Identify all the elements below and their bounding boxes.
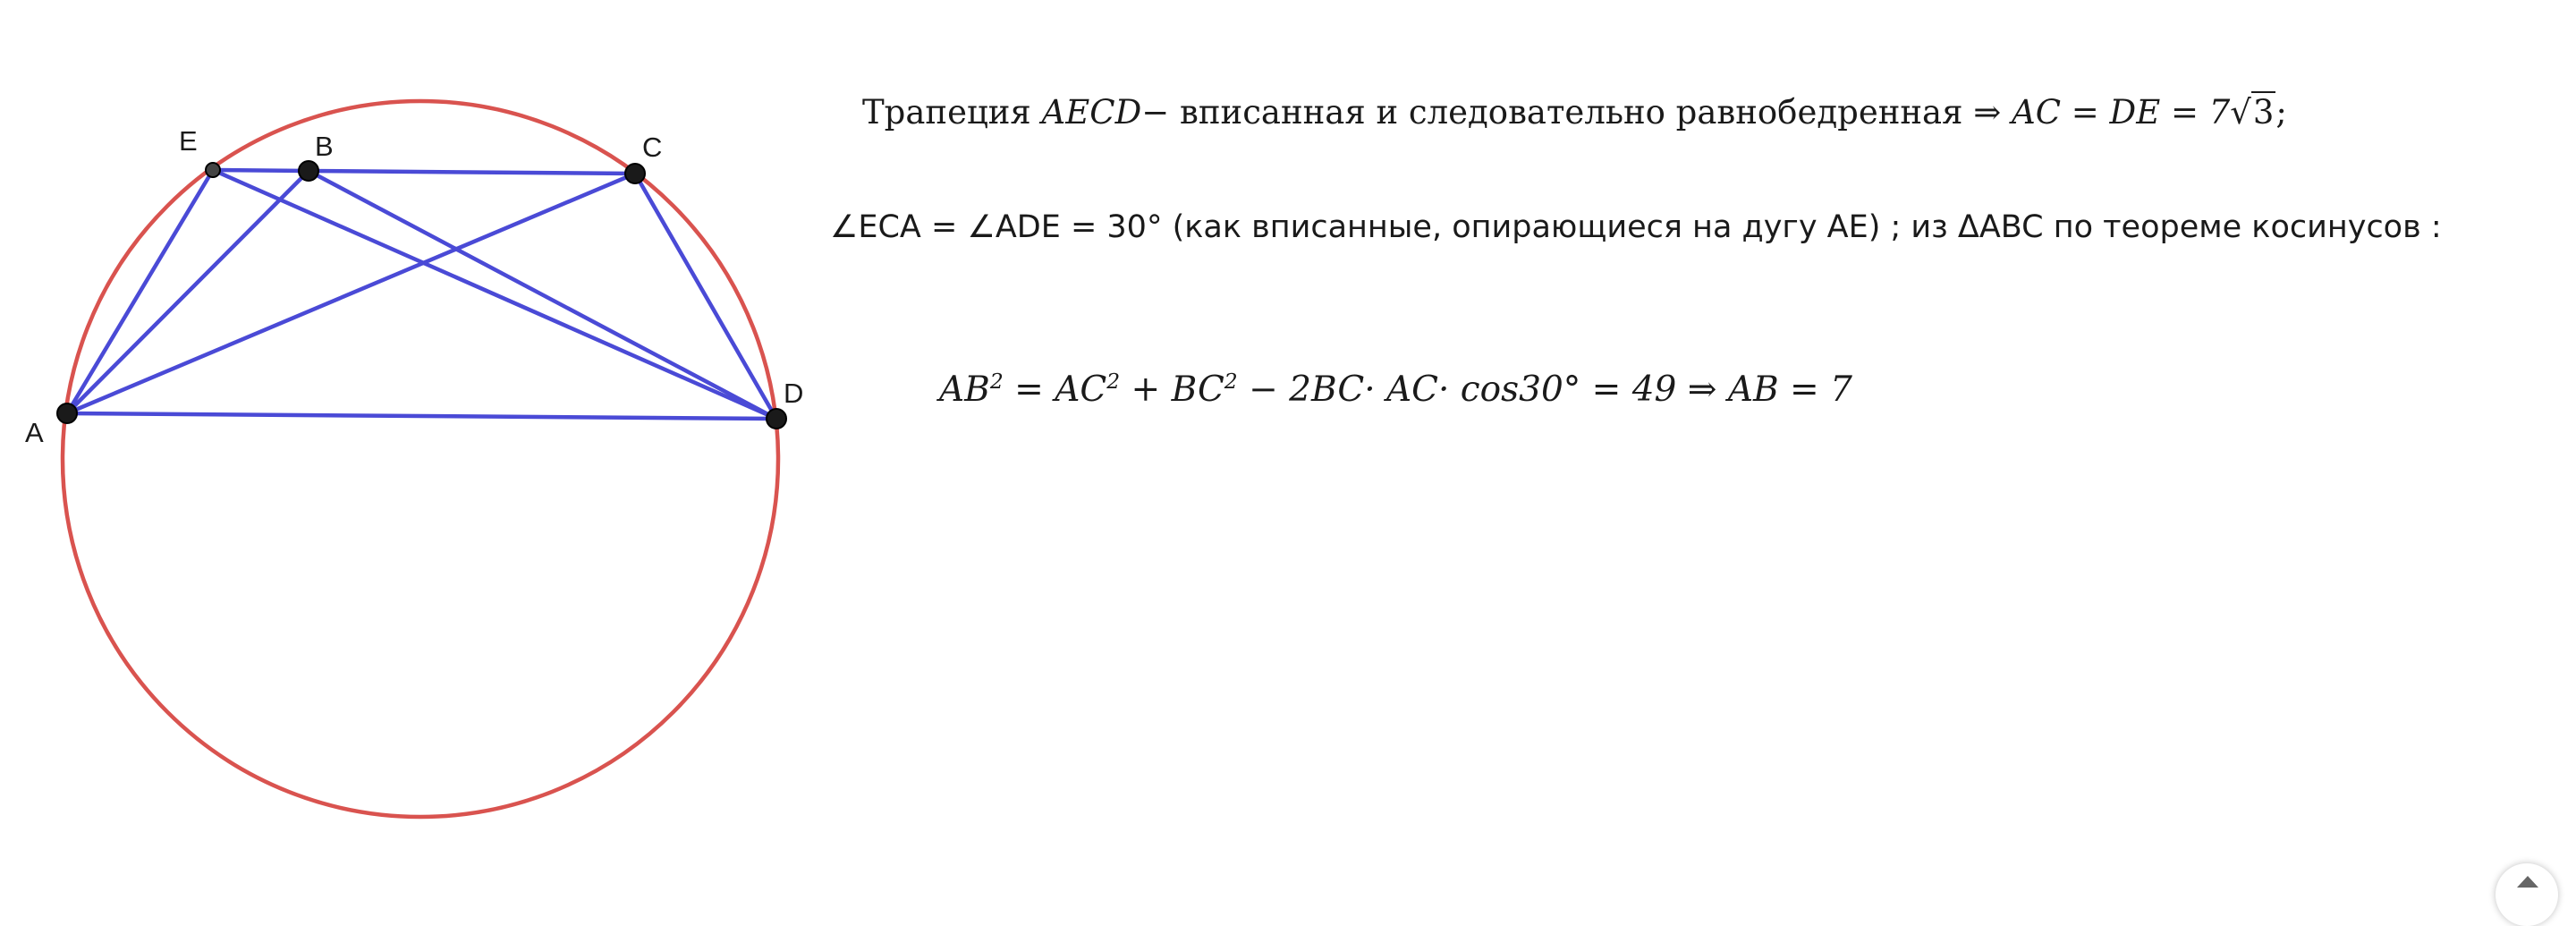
point-label-E: E (179, 125, 198, 157)
point-C (625, 164, 645, 183)
eq-rest: − 2BC· AC· cos30° = 49 (1237, 370, 1677, 410)
points (57, 161, 786, 429)
point-D (767, 409, 786, 429)
point-label-B: B (315, 131, 334, 162)
eq-pow2: 2 (1106, 369, 1121, 394)
trapezoid-statement (862, 93, 2287, 132)
statement-end: ; (2275, 93, 2287, 132)
point-label-A: A (25, 417, 44, 448)
segment-AC (67, 174, 635, 413)
point-label-D: D (784, 378, 804, 409)
segment-BC (309, 171, 635, 174)
segments (67, 170, 776, 419)
eq-result: ⇒ AB = 7 (1676, 370, 1852, 410)
segment-AD (67, 413, 776, 419)
point-A (57, 404, 77, 423)
sqrt-symbol: √ (2230, 93, 2251, 132)
point-E (206, 163, 220, 177)
statement-word: Трапеция (862, 93, 1031, 132)
eq-ac: = AC (1003, 370, 1107, 410)
statement-rest: вписанная и следовательно равнобедренная (1180, 93, 1963, 132)
eq-pow1: 2 (989, 369, 1004, 394)
segment-EB (213, 170, 309, 171)
point-B (299, 161, 318, 181)
equality: AC = DE = 7 (2011, 93, 2231, 132)
statement-dash: − (1141, 93, 1170, 132)
eq-bc: + BC (1120, 370, 1224, 410)
chevron-up-icon (2517, 876, 2538, 888)
eq-ab: AB (939, 370, 990, 410)
segment-ED (213, 170, 776, 419)
geometry-figure (0, 0, 805, 897)
cosine-law-equation (939, 369, 1852, 410)
scroll-up-button[interactable] (2496, 863, 2558, 926)
eq-pow3: 2 (1224, 369, 1238, 394)
angle-statement: ∠ECA = ∠ADE = 30° (как вписанные, опирающиеся на дугу AE) ; из ΔABC по теореме косинусов : (830, 209, 2442, 245)
sqrt-radicand: 3 (2252, 93, 2275, 132)
trapezoid-name: AECD (1041, 93, 1142, 132)
implies-symbol: ⇒ (1973, 93, 2002, 132)
circumcircle (63, 101, 778, 817)
point-label-C: C (642, 132, 663, 163)
